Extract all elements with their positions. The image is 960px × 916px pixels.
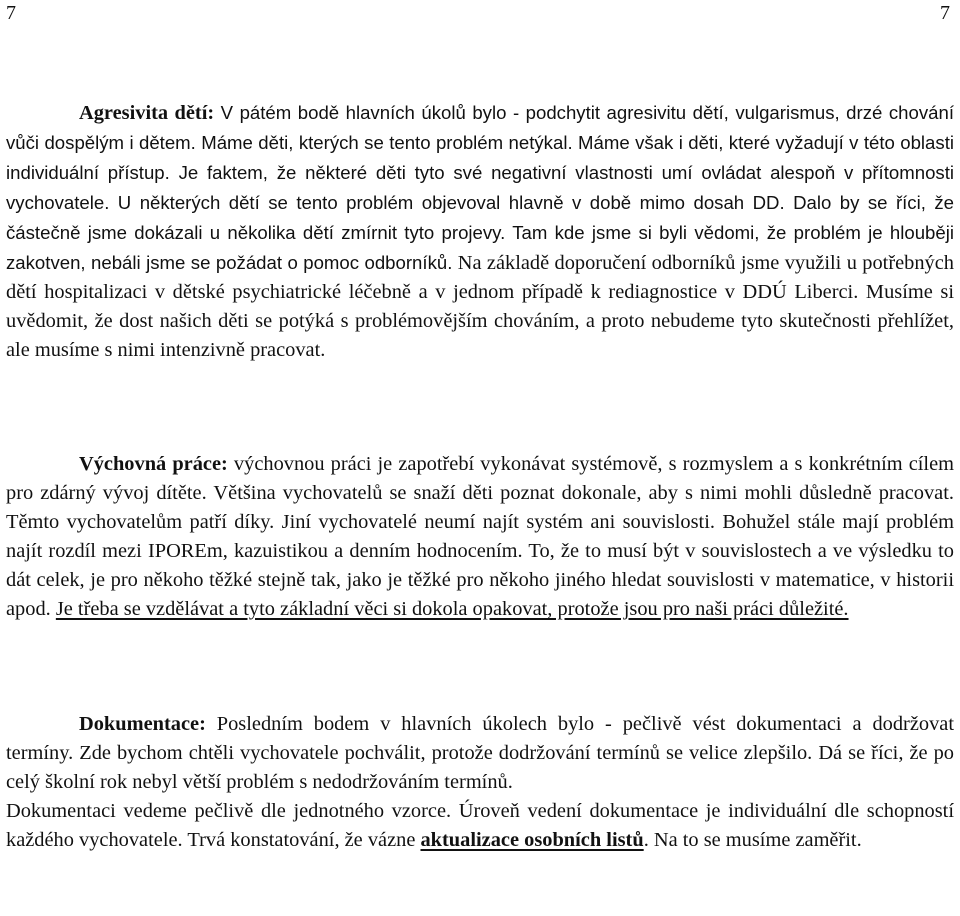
heading-dokumentace: Dokumentace: xyxy=(79,713,206,735)
text-agresivita-b: Na základě doporučení odborníků jsme využili u potřebných dětí hospitalizaci v dětské psychiatrické léčebně a v jednom případě k rediagnostice v DDÚ Liberci. Musíme si uvědomit, že dost našich děti se potýká s problémovějším chováním, a proto nebudeme tyto skutečnosti přehlížet, ale musíme s nimi intenzivně pracovat. xyxy=(6,252,954,361)
text-agresivita-a: V pátém bodě hlavních úkolů bylo - podchytit agresivitu dětí, vulgarismus, drzé chování vůči dospělým i dětem. Máme děti, kterých se tento problém netýkal. Máme však i děti, které vyžadují v této oblasti individuální přístup. Je faktem, že některé děti tyto své negativní vlastnosti umí ovládat alespoň v přítomnosti vychovatele. U některých dětí se tento problém objevoval hlavně v době mimo dosah DD. Dalo by se říci, že částečně jsme dokázali u několika dětí zmírnit tyto projevy. Tam kde jsme si byli vědomi, že problém je hlouběji zakotven, nebáli jsme se požádat o pomoc odborníků. xyxy=(6,102,954,273)
text-dokumentace-b: Dokumentaci vedeme pečlivě dle jednotného vzorce. Úroveň vedení dokumentace je individuální dle schopností každého vychovatele. Trvá konstatování, že vázne xyxy=(6,800,954,851)
paragraph-agresivita xyxy=(6,98,954,365)
text-dokumentace-c: . Na to se musíme zaměřit. xyxy=(643,829,862,851)
page-number-left: 7 xyxy=(6,2,16,24)
heading-vychovna-prace: Výchovná práce: xyxy=(79,453,228,475)
section-vychovna-prace xyxy=(6,450,954,624)
heading-agresivita: Agresivita dětí: xyxy=(79,102,215,124)
page-number-right: 7 xyxy=(940,2,950,24)
paragraph-dokumentace-2 xyxy=(6,797,954,855)
text-dokumentace-a: Posledním bodem v hlavních úkolech bylo - pečlivě vést dokumentaci a dodržovat termíny. Zde bychom chtěli vychovatele pochválit, protože dodržování termínů se velice zlepšilo. Dá se říci, že po celý školní rok nebyl větší problém s nedodržováním termínů. xyxy=(6,713,954,793)
text-vychovna-prace: výchovnou práci je zapotřebí vykonávat systémově, s rozmyslem a s konkrétním cílem pro zdárný vývoj dítěte. Většina vychovatelů se snaží děti poznat dokonale, aby s nimi mohli důsledně pracovat. Těmto vychovatelům patří díky. Jiní vychovatelé neumí najít systém ani souvislosti. Bohužel stále mají problém najít rozdíl mezi IPOREm, kazuistikou a denním hodnocením. To, že to musí být v souvislostech a ve výsledku to dát celek, je pro někoho těžké stejně tak, jako je těžké pro někoho jiného hledat souvislosti v matematice, v historii apod. xyxy=(6,453,954,620)
paragraph-dokumentace-1 xyxy=(6,710,954,797)
section-agresivita xyxy=(6,98,954,365)
underlined-note: Je třeba se vzdělávat a tyto základní věci si dokola opakovat, protože jsou pro naši práci důležité. xyxy=(55,598,849,620)
paragraph-vychovna-prace xyxy=(6,450,954,624)
bold-underlined-note: aktualizace osobních listů xyxy=(420,829,644,851)
section-dokumentace xyxy=(6,710,954,855)
